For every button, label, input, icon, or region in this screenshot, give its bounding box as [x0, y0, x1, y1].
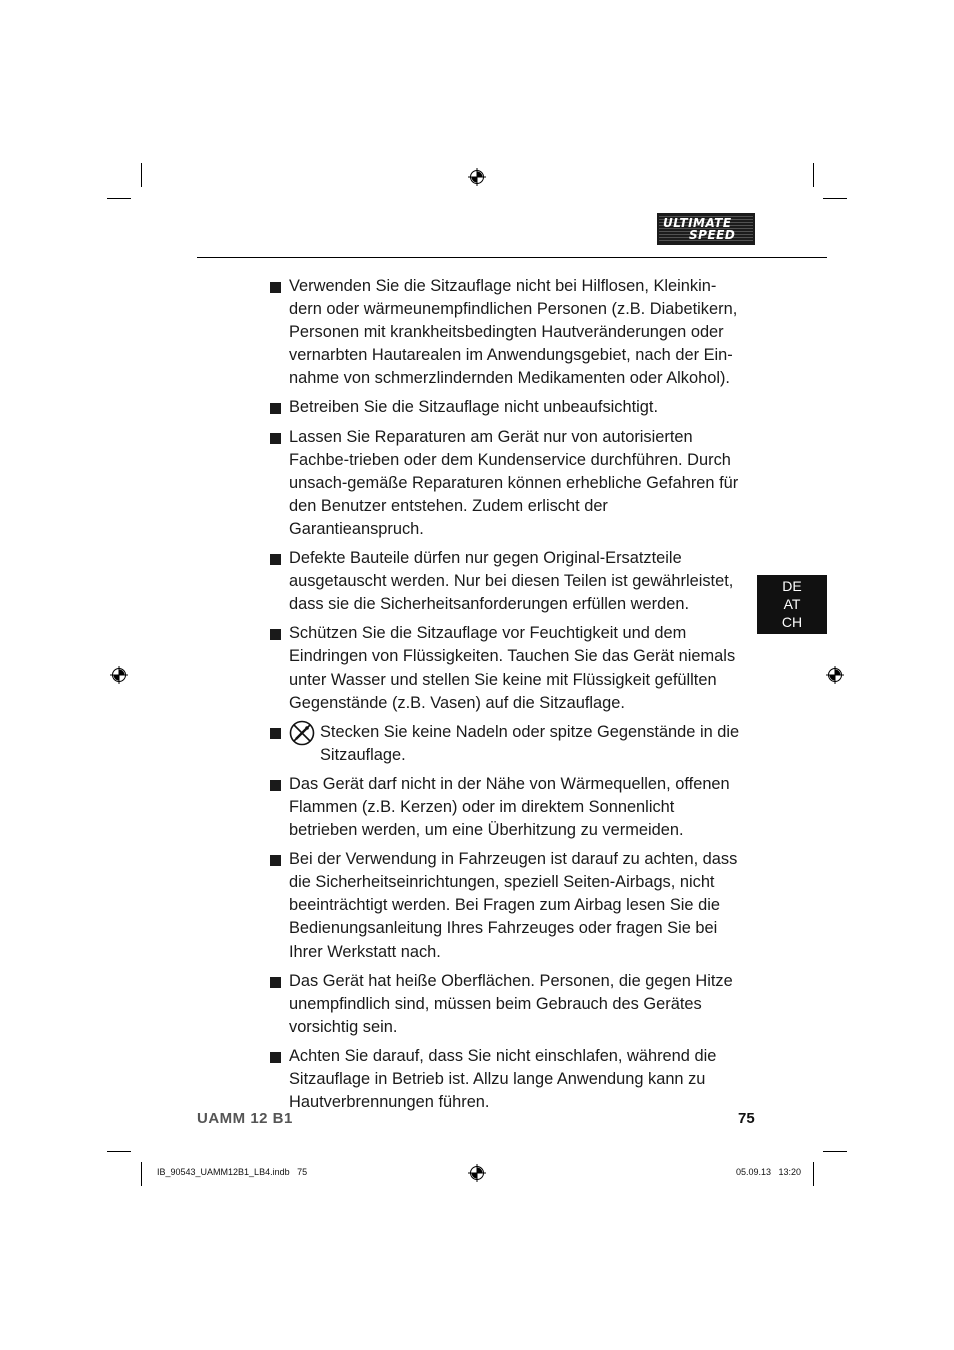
page-number: 75 [738, 1110, 755, 1127]
crop-mark [107, 1151, 131, 1152]
crop-mark [813, 1162, 814, 1186]
square-bullet-icon [270, 728, 281, 739]
list-item-text: Schützen Sie die Sitzauflage vor Feuchtigkeit und dem Eindringen von Flüssigkeiten. Tauchen Sie das Gerät niemals unter Wasser und stellen Sie keine mit Flüssigkeit gefüllten Gegenstände (z.B. Vasen) auf die Sitzauflage. [289, 624, 736, 712]
list-item-text: Das Gerät darf nicht in der Nähe von Wärmequellen, offenen Flammen (z.B. Kerzen) oder im direktem Sonnenlicht betrieben werden, um eine Überhitzung zu vermeiden. [289, 774, 730, 840]
no-needles-icon [289, 720, 315, 746]
square-bullet-icon [270, 1052, 281, 1063]
registration-mark-icon [468, 1164, 486, 1182]
square-bullet-icon [270, 403, 281, 414]
registration-mark-icon [826, 666, 844, 684]
list-item-with-icon [289, 721, 740, 767]
square-bullet-icon [270, 554, 281, 565]
list-item-text: Stecken Sie keine Nadeln oder spitze Gegenstände in die Sitzauflage. [320, 722, 740, 764]
list-item-text: Betreiben Sie die Sitzauflage nicht unbeaufsichtigt. [289, 398, 659, 417]
brand-logo [657, 213, 755, 245]
crop-mark [813, 163, 814, 187]
header-rule [197, 257, 827, 258]
list-item-text: Das Gerät hat heiße Oberflächen. Personen, die gegen Hitze unempfindlich sind, müssen beim Gebrauch des Gerätes vorsichtig sein. [289, 971, 733, 1036]
print-slug-date: 05.09.13 13:20 [736, 1167, 802, 1177]
list-item [270, 773, 740, 842]
language-code: AT [783, 596, 801, 612]
square-bullet-icon [270, 282, 281, 293]
registration-mark-icon [468, 168, 486, 186]
square-bullet-icon [270, 433, 281, 444]
language-tab [757, 575, 827, 634]
list-item [270, 1045, 740, 1114]
crop-mark [823, 1151, 847, 1152]
print-slug-file: IB_90543_UAMM12B1_LB4.indb 75 [157, 1167, 308, 1177]
list-item-text: Lassen Sie Reparaturen am Gerät nur von autorisierten Fachbe-trieben oder dem Kundenservice durchführen. Durch unsach-gemäße Reparaturen können erhebliche Gefahren für den Benutzer entstehen. Zudem erlischt der Garantieanspruch. [289, 427, 739, 538]
crop-mark [823, 198, 847, 199]
crop-mark [107, 198, 131, 199]
language-code: DE [782, 578, 802, 594]
list-item [270, 721, 740, 767]
list-item [270, 970, 740, 1039]
list-item-text: Achten Sie darauf, dass Sie nicht einschlafen, während die Sitzauflage in Betrieb ist. Allzu lange Anwendung kann zu Hautverbrennungen führen. [289, 1046, 717, 1112]
square-bullet-icon [270, 855, 281, 866]
square-bullet-icon [270, 780, 281, 791]
list-item-text: Verwenden Sie die Sitzauflage nicht bei Hilflosen, Kleinkin-dern oder wärmeunempfindlichen Personen (z.B. Diabetikern, Personen mit krankheitsbedingten Hautveränderungen oder vernarbten Hautarealen im Anwendungsgebiet, nach der Ein-nahme von schmerzlindernden Medikamenten oder Alkohol). [289, 277, 738, 388]
list-item [270, 426, 740, 541]
logo-line1: ULTIMATE [663, 216, 732, 230]
logo-line2: SPEED [689, 228, 736, 242]
crop-mark [141, 163, 142, 187]
footer-model-number: UAMM 12 B1 [197, 1110, 293, 1127]
list-item [270, 547, 740, 616]
list-item [270, 848, 740, 963]
language-code: CH [781, 614, 803, 630]
list-item [270, 622, 740, 714]
square-bullet-icon [270, 629, 281, 640]
list-item [270, 275, 740, 390]
list-item-text: Defekte Bauteile dürfen nur gegen Original-Ersatzteile ausgetauscht werden. Nur bei diesen Teilen ist gewährleistet, dass sie die Sicherheitsanforderungen erfüllen werden. [289, 549, 734, 614]
safety-instructions-list [270, 275, 740, 1120]
list-item [270, 396, 740, 419]
list-item-text: Bei der Verwendung in Fahrzeugen ist darauf zu achten, dass die Sicherheitseinrichtungen, speziell Seiten-Airbags, nicht beeinträchtigt werden. Bei Fragen zum Airbag lesen Sie die Bedienungsanleitung Ihres Fahrzeuges oder fragen Sie bei Ihrer Werkstatt nach. [289, 850, 738, 961]
registration-mark-icon [110, 666, 128, 684]
crop-mark [141, 1162, 142, 1186]
square-bullet-icon [270, 977, 281, 988]
